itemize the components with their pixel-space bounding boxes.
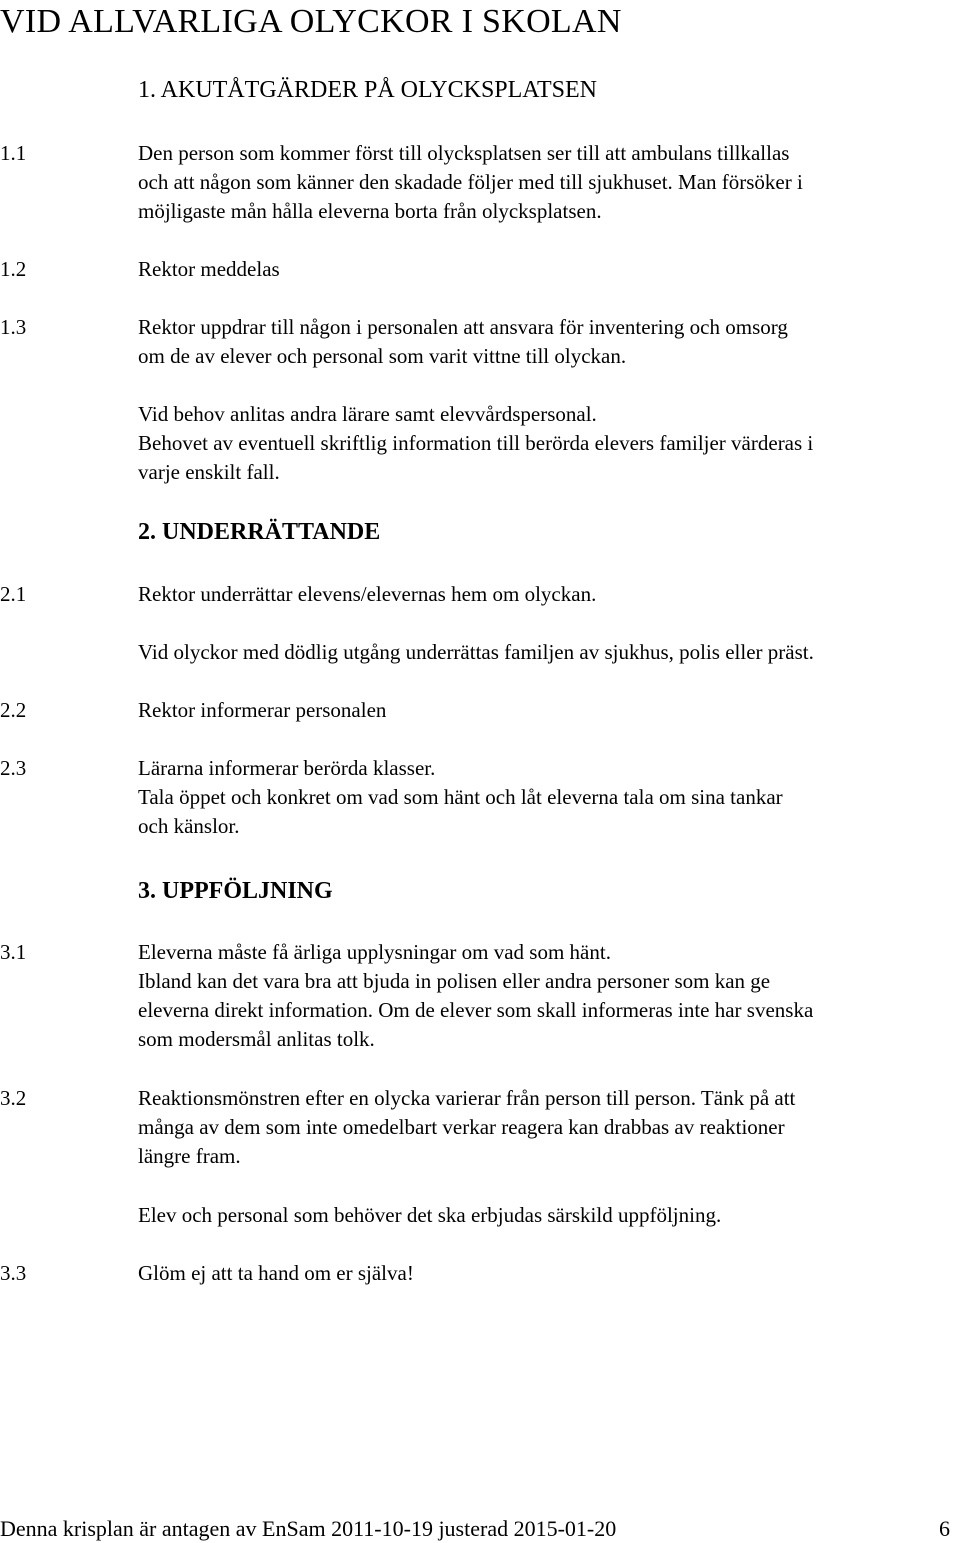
item-text-1-3 <box>138 313 953 371</box>
item-line: eleverna direkt information. Om de elever som skall informeras inte har svenska <box>138 998 814 1022</box>
item-line: Ibland kan det vara bra att bjuda in polisen eller andra personer som kan ge <box>138 969 771 993</box>
section-heading-3: 3. UPPFÖLJNING <box>138 878 333 904</box>
item-number-2-3: 2.3 <box>0 756 27 780</box>
item-line: Eleverna måste få ärliga upplysningar om vad som hänt. <box>138 940 611 964</box>
item-line: och att någon som känner den skadade följer med till sjukhuset. Man försöker i <box>138 170 803 194</box>
item-line: Rektor underrättar elevens/elevernas hem om olyckan. <box>138 582 597 606</box>
item-line: Elev och personal som behöver det ska erbjudas särskild uppföljning. <box>138 1203 722 1227</box>
item-text-2-1 <box>138 580 953 609</box>
item-number-3-1: 3.1 <box>0 940 27 964</box>
item-text-2-2 <box>138 696 953 725</box>
item-text-1-1 <box>138 139 953 226</box>
item-line: Rektor uppdrar till någon i personalen att ansvara för inventering och omsorg <box>138 315 788 339</box>
item-line: Vid behov anlitas andra lärare samt elevvårdspersonal. <box>138 402 597 426</box>
page-number: 6 <box>939 1516 950 1541</box>
item-line: som modersmål anlitas tolk. <box>138 1027 375 1051</box>
item-line: Rektor informerar personalen <box>138 698 387 722</box>
item-text-1-2 <box>138 255 953 284</box>
item-line: varje enskilt fall. <box>138 460 280 484</box>
section-heading-1: 1. AKUTÅTGÄRDER PÅ OLYCKSPLATSEN <box>138 77 597 103</box>
item-line: Reaktionsmönstren efter en olycka varierar från person till person. Tänk på att <box>138 1086 796 1110</box>
item-line: Den person som kommer först till olycksplatsen ser till att ambulans tillkallas <box>138 141 790 165</box>
item-number-3-3: 3.3 <box>0 1261 27 1285</box>
item-line: många av dem som inte omedelbart verkar reagera kan drabbas av reaktioner <box>138 1115 785 1139</box>
footer-text: Denna krisplan är antagen av EnSam 2011-10-19 justerad 2015-01-20 <box>0 1516 617 1541</box>
item-text-2-3 <box>138 754 953 841</box>
item-text-3-1 <box>138 938 953 1054</box>
item-line: Behovet av eventuell skriftlig information till berörda elevers familjer värderas i <box>138 431 814 455</box>
item-extra-1-3 <box>138 400 953 487</box>
item-number-2-1: 2.1 <box>0 582 27 606</box>
item-number-1-3: 1.3 <box>0 315 27 339</box>
item-number-1-1: 1.1 <box>0 141 27 165</box>
item-extra-2-1 <box>138 638 953 667</box>
item-line: möjligaste mån hålla eleverna borta från olycksplatsen. <box>138 199 602 223</box>
item-number-2-2: 2.2 <box>0 698 27 722</box>
item-number-3-2: 3.2 <box>0 1086 27 1110</box>
item-line: Glöm ej att ta hand om er själva! <box>138 1261 414 1285</box>
item-line: Vid olyckor med dödlig utgång underrättas familjen av sjukhus, polis eller präst. <box>138 640 814 664</box>
item-line: längre fram. <box>138 1144 241 1168</box>
section-heading-2: 2. UNDERRÄTTANDE <box>138 519 381 545</box>
item-line: om de av elever och personal som varit vittne till olyckan. <box>138 344 627 368</box>
item-line: och känslor. <box>138 814 240 838</box>
item-extra-3-2 <box>138 1201 953 1230</box>
item-text-3-2 <box>138 1084 953 1171</box>
item-line: Tala öppet och konkret om vad som hänt och låt eleverna tala om sina tankar <box>138 785 783 809</box>
item-number-1-2: 1.2 <box>0 257 27 281</box>
item-line: Rektor meddelas <box>138 257 280 281</box>
item-line: Lärarna informerar berörda klasser. <box>138 756 436 780</box>
document-title: VID ALLVARLIGA OLYCKOR I SKOLAN <box>0 3 622 40</box>
item-text-3-3 <box>138 1259 953 1288</box>
